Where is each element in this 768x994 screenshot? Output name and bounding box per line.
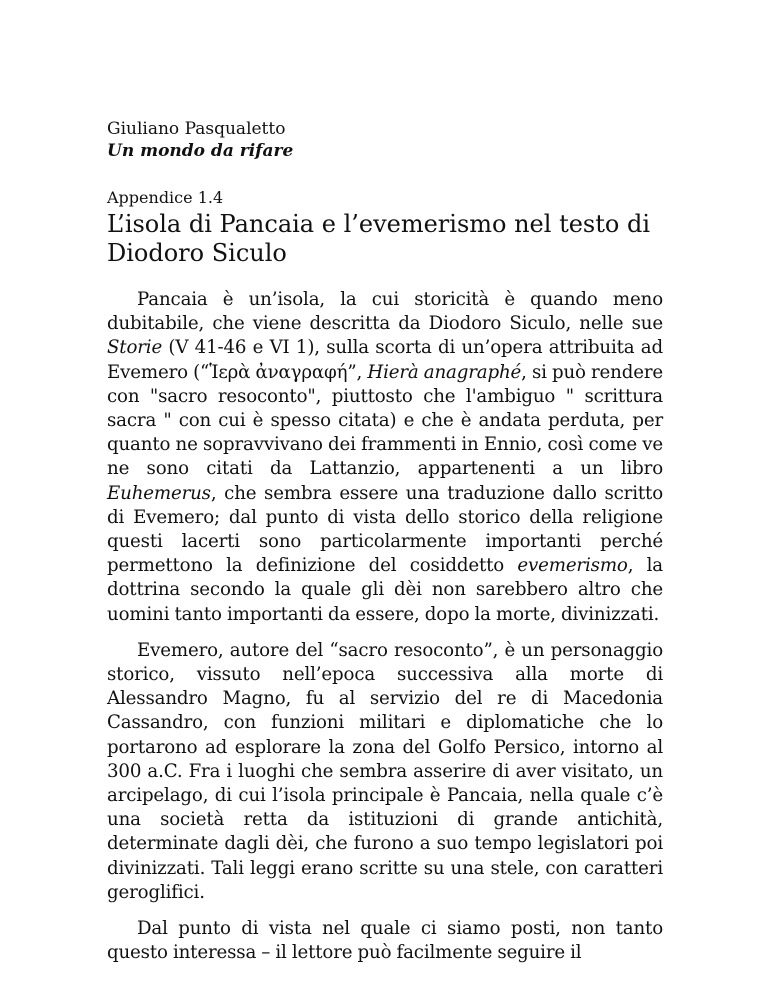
- paragraph-3: Dal punto di vista nel quale ci siamo posti, non tanto questo interessa – il lettore può facilmente seguire il: [107, 918, 663, 964]
- book-title: Un mondo da rifare: [107, 141, 294, 161]
- chapter-title: L’isola di Pancaia e l’evemerismo nel testo di Diodoro Siculo: [107, 210, 650, 267]
- p1-hiera: Hierà anagraphé: [367, 361, 522, 383]
- appendix-label: Appendice 1.4: [107, 188, 224, 207]
- p1-storie: Storie: [107, 337, 163, 359]
- paragraph-1: [107, 288, 663, 627]
- p1-evemerismo: evemerismo: [517, 555, 628, 577]
- author-name: Giuliano Pasqualetto: [107, 119, 286, 139]
- p1-euhemerus: Euhemerus: [107, 482, 211, 504]
- p1-text-d: , che sembra essere una traduzione dallo scritto di Evemero; dal punto di vista dello storico della religione questi lacerti sono particolarmente importanti perché permettono la definizione del cosiddetto: [107, 482, 663, 577]
- body-text: [107, 288, 663, 965]
- p1-text-c: , si può rendere con "sacro resoconto", piuttosto che l'ambiguo " scrittura sacra " con cui è spesso citata) e che è andata perduta, per quanto ne sopravvivano dei frammenti in Ennio, così come ve ne sono citati da Lattanzio, appartenenti a un libro: [107, 361, 663, 480]
- document-page: [107, 118, 663, 977]
- p1-text-a: Pancaia è un’isola, la cui storicità è quando meno dubitabile, che viene descritta da Diodoro Siculo, nelle sue: [107, 289, 663, 335]
- p1-text-e: , la dottrina secondo la quale gli dèi non sarebbero altro che uomini tanto importanti da essere, dopo la morte, divinizzati.: [107, 555, 663, 625]
- p1-text-b: (V 41-46 e VI 1), sulla scorta di un’opera attribuita ad Evemero (“Ἱερὰ ἀναγραφή”,: [107, 337, 663, 383]
- paragraph-2: Evemero, autore del “sacro resoconto”, è un personaggio storico, vissuto nell’epoca successiva alla morte di Alessandro Magno, fu al servizio del re di Macedonia Cassandro, con funzioni militari e diplomatiche che lo portarono ad esplorare la zona del Golfo Persico, intorno al 300 a.C. Fra i luoghi che sembra asserire di aver visitato, un arcipelago, di cui l’isola principale è Pancaia, nella quale c’è una società retta da istituzioni di grande antichità, determinate dagli dèi, che furono a suo tempo legislatori poi divinizzati. Tali leggi erano scritte su una stele, con caratteri geroglifici.: [107, 639, 663, 903]
